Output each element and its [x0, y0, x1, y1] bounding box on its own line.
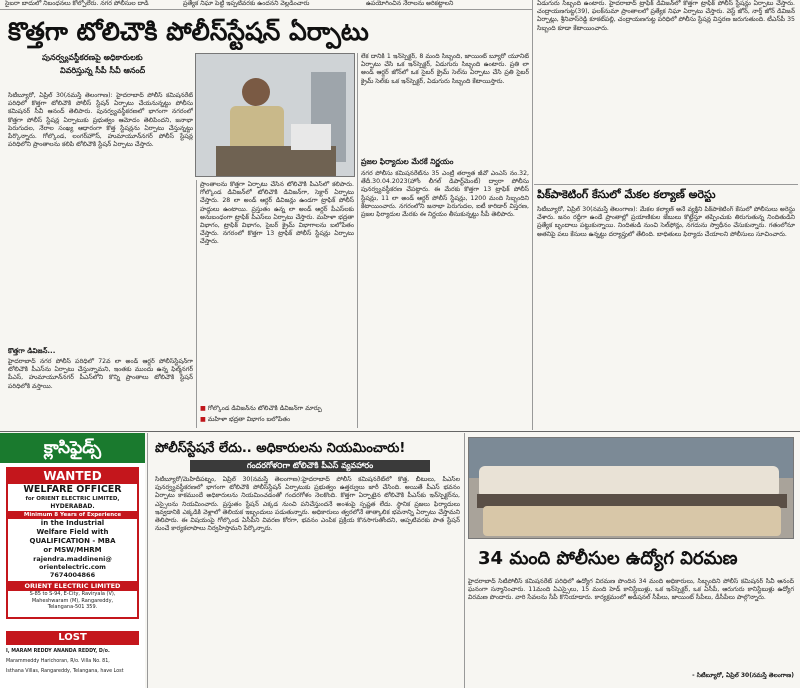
golconda-subhead: గందరగోళ౦గా టోలిచౌకి పీఎస్ వ్యవహారం	[190, 460, 430, 472]
classifieds-section	[0, 433, 145, 688]
page-divider-right	[532, 0, 533, 430]
main-subhead-1: పునర్వ్యవస్థీకరణపై అధికారులకు	[42, 53, 143, 62]
main-subhead-2: వివరిస్తున్న సీపీ సీవీ ఆనంద్	[60, 66, 146, 75]
mid-divider	[0, 431, 800, 432]
in-the: in the Industrial	[40, 519, 105, 527]
address-3: Telangana-501 359.	[47, 604, 98, 610]
main-col2-text: ప్రాంతాలను కొత్తగా ఏర్పాటు చేసిన టోలిచౌకి పీఎస్‌లో కలిపారు. గోల్కొండ డివిజన్‌లో టోలిచౌకి డివిజన్‌గా, సెక్టార్ ఏర్పాటు చేస్తారు. 28 లా అండ్ ఆర్డర్ డివిజన్లు ఉండగా ట్రాఫిక్ పోలీస్ హద్దులు ఉంటాయి. ప్రస్తుతం ఉన్న లా అండ్ ఆర్డర్ పీఎస్‌లకు అనుబంధంగా ట్రాఫిక్ పీఎస్‌లు ఏర్పాటు చేస్తారు. మహిళా భద్రతా విభాగం, ట్రాఫిక్ విభాగం, సైబర్ క్రైమ్ విభాగాలను బలోపేతం చేస్తారు. నగరంలో కొత్తగా 13 ట్రాఫిక్ పోలీస్ స్టేషన్లు ఏర్పాటు చేస్తారు.	[200, 181, 354, 246]
lost-text-1: I, MARAM REDDY ANANDA REDDY, D/o.	[6, 649, 110, 654]
red-square-bullet-icon: ■	[200, 416, 206, 423]
retirement-byline: - సిటీబ్యూరో, ఏప్రిల్ 30(నమస్తే తెలంగాణ)	[692, 672, 794, 679]
address-2: Maheshwaram (M), Rangareddy,	[31, 597, 114, 604]
right-top-text: ఏడుగురు సిబ్బంది ఉంటారు. హైదరాబాద్ ట్రాఫిక్ డివిజన్‌లో కొత్తగా ట్రాఫిక్ పోలీస్ స్టేషన్లు ఏర్పాటు చేస్తారు. చంద్రాయణగుట్ట(39), ఫలక్‌నుమా ప్రాంతాలలో ప్రత్యేక నిఘా ఏర్పాటు చేస్తారు. వెస్ట్ జోన్, నార్త్ జోన్ డివిజన్ ఏర్పాట్లు, శ్రీనివాస్‌రెడ్డి కూకట్‌పల్లి, చంద్రాయణగుట్ట పరిధిలో పోలీసు స్టేషన్ల విస్తరణ జరుగుతుంది. టీఎస్‌పీ 35 సిబ్బంది కూడా కేటాయించారు.	[537, 0, 795, 32]
position-title: WELFARE OFFICER	[23, 484, 122, 495]
top-divider	[0, 9, 532, 10]
top-strip-left: సైబరా బాదులో నిబంధనలు కోల్పోలేరు. నగర పోలీసుల దాడి	[5, 0, 149, 7]
retirement-text: హైదరాబాద్ సిటీపోలీస్ కమిషనరేట్ పరిధిలో ఉద్యోగ విరమణ పొందిన 34 మంది అధికారులు, సిబ్బందిని పోలీస్ కమిషనర్ సీవీ ఆనంద్ ఘనంగా సన్మానించారు. 11మంది ఏఎస్సైలు, 15 మంది హెడ్ కానిస్టేబుళ్లు, ఒక ఇన్‌స్పెక్టర్, ఒక ఏసీపీ, ఆరుగురు కానిస్టేబుళ్లు ఉద్యోగ విరమణ పొందారు. వారి సేవలను సీపీ కొనియాడారు. కార్యక్రమంలో అడిషనల్ సీపీలు, జాయింట్ సీపీలు, డీసీపీలు పాల్గొన్నారు.	[468, 578, 794, 602]
top-strip-right: ఉపయోగించిన నేరాలను అరికట్టాలని	[366, 0, 454, 7]
address-1: S-85 to S-94, E-City, Raviryala (V),	[29, 591, 116, 597]
red-square-bullet-icon: ■	[200, 405, 206, 412]
main-col3-text: లేక దానికి 1 ఇన్‌స్పెక్టర్, 8 మంది సిబ్బంది, జాయింట్ బ్యూరో యూనిట్ ఏర్పాటు చేసి ఒక ఇన్‌స్పెక్టర్, ఏడుగురు సిబ్బంది ఉంటారు. ప్రతి లా అండ్ ఆర్డర్ జోన్‌లో ఒక సైబర్ క్రైమ్ సెల్‌ను ఏర్పాటు చేసి ప్రతి సైబర్ క్రైమ్ సెల్‌కు ఒక ఇన్‌స్పెక్టర్, ఏడుగురు సిబ్బంది కేటాయిస్తారు.	[361, 53, 529, 85]
caption-bullet-2-text: మహిళా భద్రతా విభాగం బలోపేతం	[207, 416, 291, 423]
city: HYDERABAD.	[50, 503, 95, 510]
top-strip-mid: ప్రత్యేక నిఘా పెట్టి ఇప్పటివరకు ఉందనని వెల్లడించారు	[183, 0, 310, 7]
caption-bullet-2	[200, 416, 354, 424]
phone: 7674004866	[49, 571, 96, 579]
main-col1-text-2: హైదరాబాద్ నగర పోలీస్ పరిధిలో 72వ లా అండ్ ఆర్డర్ పోలీస్‌స్టేషన్‌గా టోలిచౌకి పీఎస్‌ను ఏర్పాటు చేస్తున్నామని, ఇంతకు ముందు ఉన్న ఫిల్మ్‌నగర్ పీఎస్, హుమాయూన్‌నగర్ పీఎస్‌లోని కొన్ని ప్రాంతాలు టోలిచౌకి స్టేషన్ పరిధిలోకి వస్తాయి.	[8, 358, 193, 390]
lost-band: LOST	[6, 631, 139, 645]
officer-photo-illustration	[196, 54, 355, 177]
group-photo-illustration	[469, 438, 794, 539]
pocketing-text: సిటీబ్యూరో, ఏప్రిల్ 30(నమస్తే తెలంగాణ): మేకల కల్యాణ్ అనే వ్యక్తిని పిక్‌పాకెటింగ్ కేసులో పోలీసులు అరెస్టు చేశారు. జనం రద్దీగా ఉండే ప్రాంతాల్లో ప్రయాణికుల జేబులు కొట్టేస్తూ తప్పించుకు తిరుగుతున్న నిందితుడిని ప్రత్యేక బృందాలు పట్టుకున్నాయి. నిందితుడి నుంచి సెల్‌ఫోన్లు, నగదును స్వాధీనం చేసుకున్నారు. గతంలోనూ అతనిపై పలు కేసులు ఉన్నట్టు దర్యాప్తులో తేలింది. బాధితులు ఫిర్యాదు చేయాలని పోలీసులు సూచించారు.	[537, 206, 795, 238]
retirement-headline: 34 మంది పోలీసుల ఉద్యోగ విరమణ	[478, 548, 738, 569]
main-headline: కొత్తగా టోలిచౌకి పోలీస్‌స్టేషన్ ఏర్పాటు	[8, 17, 369, 46]
email-line-1[interactable]: rajendra.maddineni@	[33, 555, 112, 563]
experience-band: Minimum 8 Years of Experience	[8, 511, 137, 519]
classifieds-title: క్లాసిఫైడ్స్	[0, 433, 145, 463]
for-line: for ORIENT ELECTRIC LIMITED,	[25, 496, 120, 502]
right-divider	[534, 184, 798, 185]
retirement-group-photo	[468, 437, 794, 539]
field-line: Welfare Field with	[36, 528, 109, 536]
classifieds-divider	[147, 433, 148, 688]
golconda-headline: పోలీస్‌స్టేషనే లేదు.. అధికారులను నియమించారు!	[155, 441, 406, 456]
company-band: ORIENT ELECTRIC LIMITED	[8, 581, 137, 591]
col-divider-1	[196, 180, 197, 428]
bottom-divider	[464, 433, 465, 688]
cp-briefing-photo	[195, 53, 355, 177]
or-msw: or MSW/MHRM	[43, 546, 102, 554]
lost-text-2: Marammeddy Harichoran, R/o. Villa No. 81,	[6, 659, 110, 664]
main-col3-subhead: ప్రజల ఫిర్యాదుల మేరకే నిర్ణయం	[361, 157, 454, 166]
lost-text-3: Isthana Villas, Rangareddy, Telangana, have Lost	[6, 669, 124, 674]
col-divider-2	[357, 53, 358, 428]
caption-bullet-1-text: గోల్కొండ డివిజన్‌ను టోలిచౌకి డివిజన్‌గా మార్పు	[207, 405, 322, 412]
email-line-2[interactable]: orientelectric.com	[39, 563, 106, 571]
main-col1-text: సిటీబ్యూరో, ఏప్రిల్ 30(నమస్తే తెలంగాణ): హైదరాబాద్ పోలీస్ కమిషనరేట్ పరిధిలో కొత్తగా టోలిచౌకి పోలీస్ స్టేషన్ ఏర్పాటు చేయనున్నట్టు పోలీసు కమిషనర్ సీవీ ఆనంద్ తెలిపారు. పునర్వ్యవస్థీకరణలో భాగంగా నగరంలో కొత్తగా పోలీస్ స్టేషన్ల ఏర్పాటుకు ప్రభుత్వం ఆమోదం తెలిపిందని, జనాభా పెరుగుదల, నేరాల సంఖ్య ఆధారంగా కొత్త స్టేషన్లను ఏర్పాటు చేస్తున్నట్టు పేర్కొన్నారు. గోల్కొండ, లంగర్‌హౌస్, హుమాయూన్‌నగర్ పోలీస్ స్టేషన్ల పరిధిలోని ప్రాంతాలను కలిపి టోలిచౌకి స్టేషన్ ఏర్పాటు చేస్తారు.	[8, 92, 193, 149]
pocketing-headline: పిక్‌పాకెటింగ్ కేసులో మేకల కల్యాణ్ అరెస్టు	[537, 188, 716, 201]
main-col1-bold: కొత్తగా డివిజన్...	[8, 347, 56, 355]
qualification: QUALIFICATION - MBA	[29, 537, 116, 545]
caption-bullet-1	[200, 405, 354, 413]
golconda-text: సిటీబ్యూరో/మెహిదీపట్నం, ఏప్రిల్ 30(నమస్తే తెలంగాణ):హైదరాబాద్ పోలీస్ కమిషనరేట్‌లో కొత్త, బీటులు, పీఎస్‌ల పునర్వ్యవస్థీకరణలో భాగంగా టోలిచౌకి పోలీస్‌స్టేషన్ ఏర్పాటుకు ప్రభుత్వం ఉత్తర్వులు జారీ చేసింది. అయితే పీఎస్ భవనం ఏర్పాటు కాకముందే అధికారులను నియమించడంతో గందరగోళం నెలకొంది. కొత్తగా ఏర్పాటైన టోలిచౌకి పీఎస్‌కు ఇన్‌స్పెక్టర్‌ను, ఎస్సైలను నియమించారు. ప్రస్తుతం స్టేషన్ ఎక్కడ నుంచి పనిచేస్తుందనే అంశంపై స్పష్టత లేదు. స్థానిక ప్రజలు ఫిర్యాదులు ఇవ్వడానికి ఎక్కడికి వెళ్లాలో తెలియక ఇబ్బందులు పడుతున్నారు. అధికారులు త్వరలోనే తాత్కాలిక భవనాన్ని ఏర్పాటు చేస్తామని తెలిపారు. ఈ విషయంపై గోల్కొండ ఏసీపీని వివరణ కోరగా, భవనం ఎంపిక ప్రక్రియ కొనసాగుతోందని, అప్పటివరకు పాత స్టేషన్ నుంచే కార్యకలాపాలు నిర్వహిస్తామని పేర్కొన్నారు.	[155, 476, 460, 533]
wanted-band: WANTED	[8, 469, 137, 484]
wanted-ad	[6, 467, 139, 619]
main-col3-text-2: నగర పోలీసు కమిషనరేట్‌ను 35 ఎంట్రీ తర్వాత జీవో ఎంఎస్ నం.32, తేదీ.30.04.2023(హోం లీగల్ డిపార్ట్‌మెంట్) ద్వారా పోలీసు పునర్వ్యవస్థీకరణ చేపట్టారు. ఈ మేరకు కొత్తగా 13 ట్రాఫిక్ పోలీస్ స్టేషన్లు, 11 లా అండ్ ఆర్డర్ పోలీస్ స్టేషన్లు, 1200 మంది సిబ్బందిని కేటాయించారు. నగరంలోని జనాభా పెరుగుదల, ఐటీ కారిడార్ విస్తరణ, ప్రజల ఫిర్యాదుల మేరకు ఈ నిర్ణయం తీసుకున్నట్టు సీపీ తెలిపారు.	[361, 170, 529, 219]
